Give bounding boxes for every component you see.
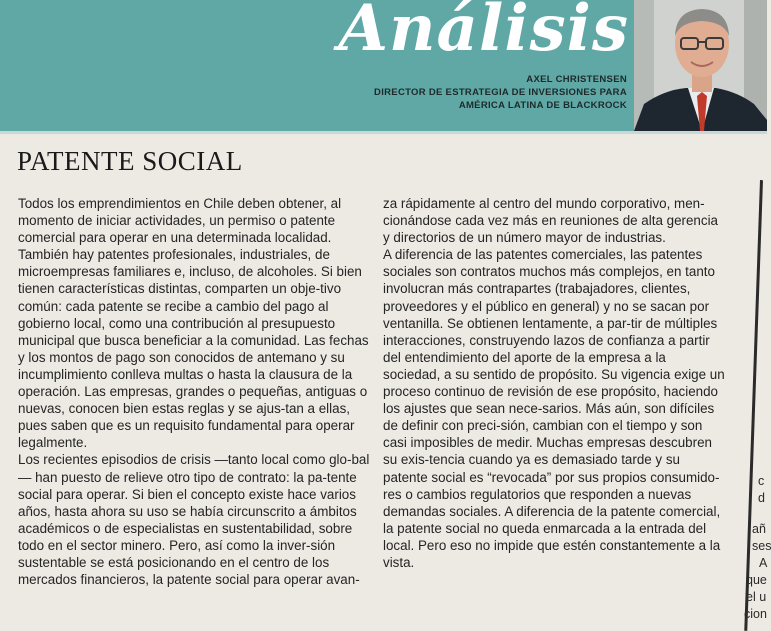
- paragraph: Todos los emprendimientos en Chile deben obtener, al momento de iniciar actividades, un permiso o patente comercial para operar en una determinada localidad. También hay patentes profesionales, industriales, de microempresas familiares e, incluso, de alcoholes. Si bien tienen características distintas, comparten un obje-tivo común: cada patente se recibe a cambio del pago al gobierno local, como una contribución al presupuesto municipal que busca beneficiar a la comunidad. Las fechas y los montos de pago son conocidos de antemano y su incumplimiento conlleva multas o hasta la clausura de la operación. Las empresas, grandes o pequeñas, antiguas o nuevas, conocen bien estas reglas y se ajus-tan a ellas, pues saben que es un requisito fundamental para operar legalmente.: [18, 196, 369, 451]
- fragment-text: añ: [752, 522, 766, 536]
- analysis-banner: [0, 0, 767, 131]
- article-column-left: [18, 195, 370, 588]
- fragment-text: c: [758, 474, 765, 488]
- author-role-line-2: AMÉRICA LATINA DE BLACKROCK: [458, 100, 627, 111]
- fragment-text: d: [758, 491, 765, 505]
- author-photo: [634, 0, 767, 131]
- fragment-text: que: [746, 573, 767, 587]
- paragraph: A diferencia de las patentes comerciales, las patentes sociales son contratos muchos más complejos, en tanto involucran más contrapartes (trabajadores, clientes, proveedores y el público en general) y no se sacan por ventanilla. Se obtienen lentamente, a par-tir de múltiples interacciones, construyendo lazos de confianza a partir del entendimiento del aporte de la empresa a la sociedad, a su sentido de propósito. Su vigencia exige un proceso continuo de revisión de ese propósito, haciendo los ajustes que sean nece-sarios. Más aún, son difíciles de definir con preci-sión, cambian con el tiempo y son casi imposibles de medir. Muchas empresas descubren su exis-tencia cuando ya es demasiado tarde y su patente social es “revocada” por sus propios consumido-res o cambios regulatorios que responden a nuevas demandas sociales. A diferencia de la patente comercial, la patente social no queda enmarcada a la entrada del local. Pero eso no impide que estén constantemente a la vista.: [383, 247, 725, 570]
- author-role-line-1: DIRECTOR DE ESTRATEGIA DE INVERSIONES PARA: [374, 87, 627, 98]
- banner-divider: [0, 131, 767, 134]
- fragment-text: el u: [746, 590, 767, 604]
- adjacent-article-fragment: [716, 180, 771, 631]
- paragraph: Los recientes episodios de crisis —tanto local como glo-bal— han puesto de relieve otro tipo de contrato: la pa-tente social para operar. Si bien el concepto existe hace varios años, hasta ahora su uso se había circunscrito a ámbitos académicos o de especialistas en sustentabilidad, sobre todo en el sector minero. Pero, así como la inver-sión sustentable se está posicionando en el centro de los mercados financieros, la patente social para operar avan-: [18, 452, 370, 588]
- author-byline: [374, 73, 627, 112]
- paragraph: za rápidamente al centro del mundo corporativo, men-cionándose cada vez más en reuniones de alta gerencia y directorios de un número mayor de industrias.: [383, 196, 718, 246]
- article-column-right: [383, 195, 725, 571]
- author-name: AXEL CHRISTENSEN: [526, 74, 627, 85]
- fragment-text: cion: [744, 607, 767, 621]
- fragment-text: ses: [752, 539, 771, 553]
- section-title: Análisis: [338, 0, 629, 66]
- fragment-text: A: [759, 556, 768, 570]
- article-headline: PATENTE SOCIAL: [17, 146, 243, 176]
